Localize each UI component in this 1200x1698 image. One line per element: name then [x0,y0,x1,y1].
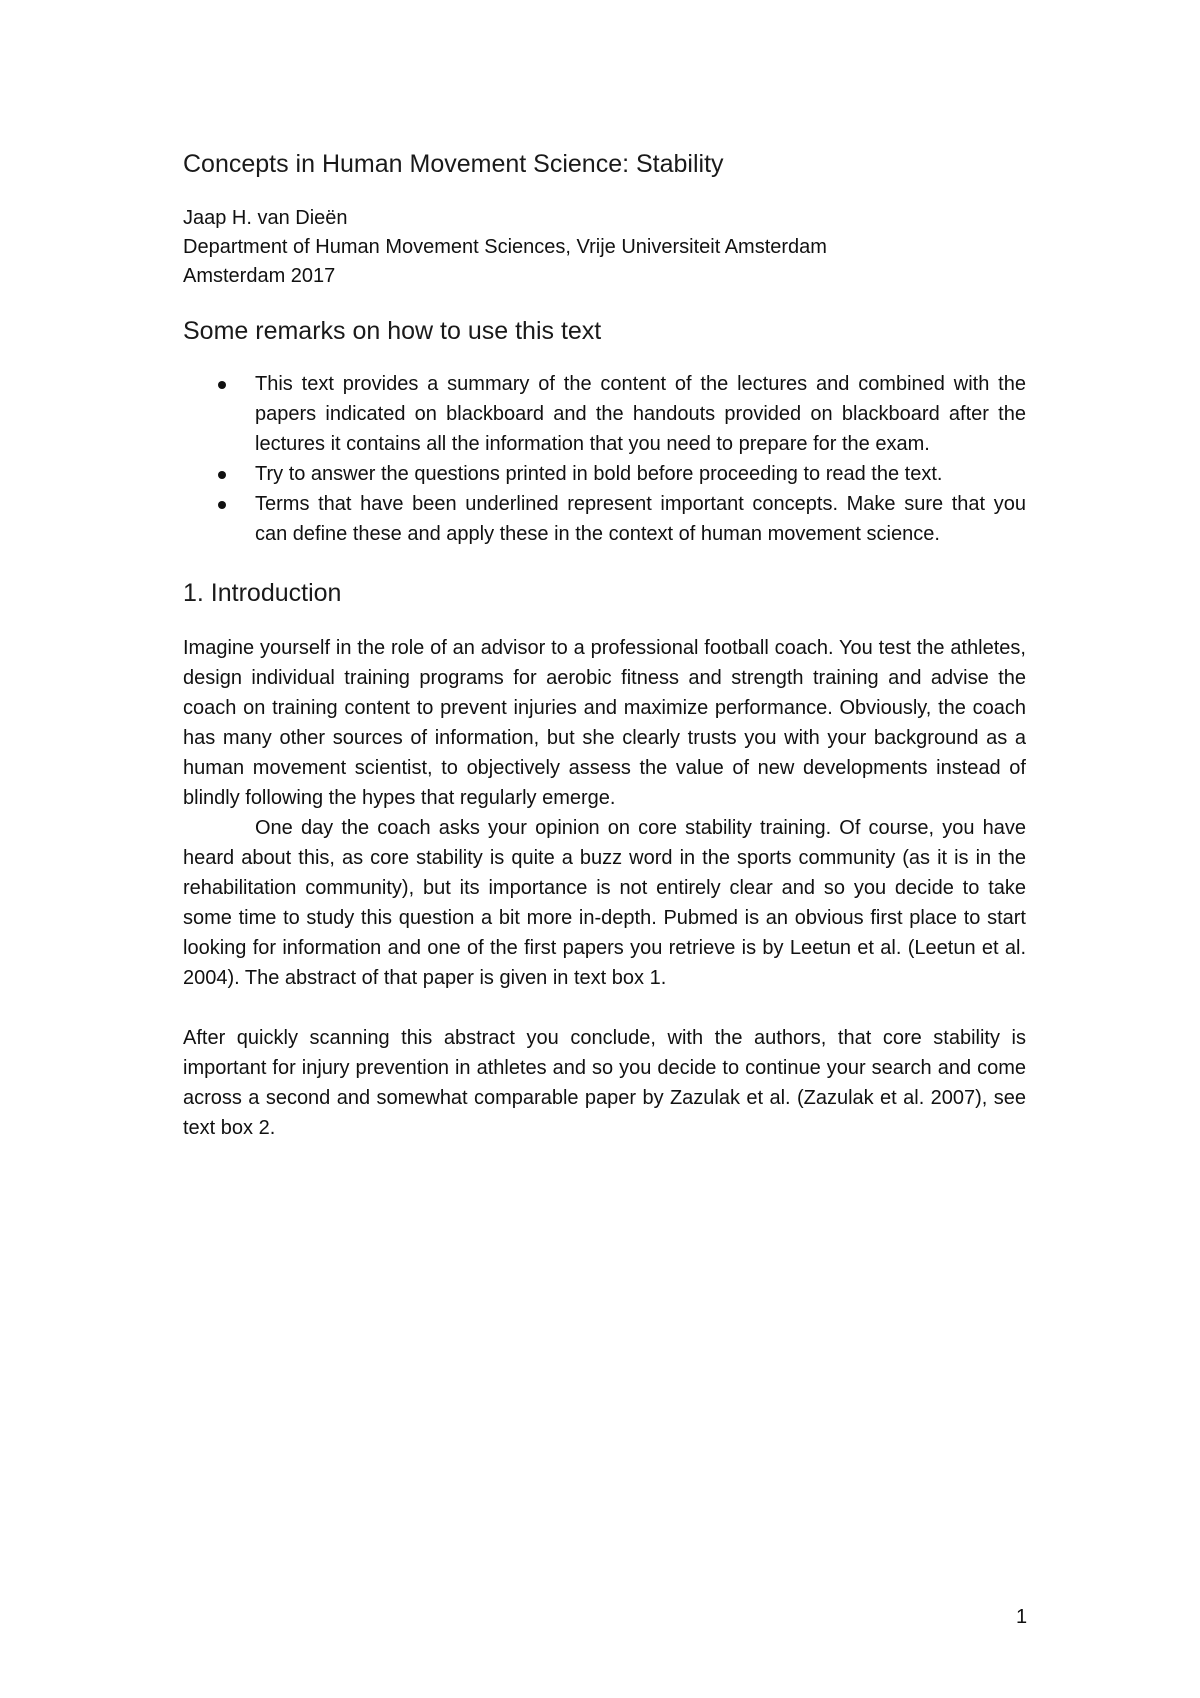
place-year: Amsterdam 2017 [183,265,336,287]
paragraph: After quickly scanning this abstract you conclude, with the authors, that core stability is important for injury prevention in athletes and so you decide to continue your search and come across a second and somewhat comparable paper by Zazulak et al. (Zazulak et al. 2007), see text box 2. [183,1027,1026,1139]
page-number: 1 [1016,1606,1028,1628]
bullet-icon [218,471,226,479]
list-item-text: Try to answer the questions printed in bold before proceeding to read the text. [255,463,943,485]
list-item-text: This text provides a summary of the content of the lectures and combined with the papers indicated on blackboard and the handouts provided on blackboard after the lectures it contains all the information that you need to prepare for the exam. [255,373,1026,455]
paragraph: One day the coach asks your opinion on core stability training. Of course, you have heard about this, as core stability is quite a buzz word in the sports community (as it is in the rehabilitation community), but its importance is not entirely clear and so you decide to take some time to study this question a bit more in-depth. Pubmed is an obvious first place to start looking for information and one of the first papers you retrieve is by Leetun et al. (Leetun et al. 2004). The abstract of that paper is given in text box 1. [183,817,1026,989]
author-name: Jaap H. van Dieën [183,207,348,229]
list-item [183,489,1026,549]
document-title: Concepts in Human Movement Science: Stability [183,150,724,178]
page-content [183,148,1026,1143]
list-item-text: Terms that have been underlined represent important concepts. Make sure that you can define these and apply these in the context of human movement science. [255,493,1026,545]
remarks-heading: Some remarks on how to use this text [183,317,602,345]
author-affiliation: Department of Human Movement Sciences, Vrije Universiteit Amsterdam [183,236,827,258]
list-item [183,369,1026,459]
list-item [183,459,1026,489]
bullet-icon [218,381,226,389]
bullet-icon [218,501,226,509]
paragraph: Imagine yourself in the role of an advisor to a professional football coach. You test the athletes, design individual training programs for aerobic fitness and strength training and advise the coach on training content to prevent injuries and maximize performance. Obviously, the coach has many other sources of information, but she clearly trusts you with your background as a human movement scientist, to objectively assess the value of new developments instead of blindly following the hypes that regularly emerge. [183,637,1026,809]
introduction-heading: 1. Introduction [183,579,342,607]
author-block [183,204,1026,291]
remarks-list [183,369,1026,549]
